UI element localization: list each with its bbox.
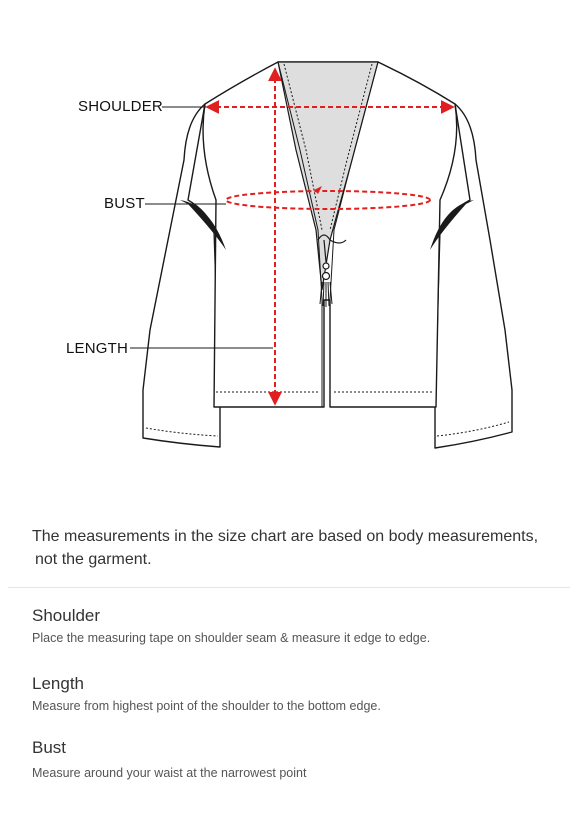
- measure-desc-shoulder: Place the measuring tape on shoulder seam & measure it edge to edge.: [32, 631, 431, 645]
- measure-title-shoulder: Shoulder: [32, 606, 101, 625]
- bust-callout: BUST: [104, 195, 145, 212]
- size-chart-note: [32, 525, 562, 571]
- measure-title-bust: Bust: [32, 738, 67, 757]
- shoulder-callout: SHOULDER: [78, 98, 163, 115]
- divider: [8, 587, 570, 588]
- length-callout: LENGTH: [66, 340, 129, 357]
- measure-desc-length: Measure from highest point of the shoulder to the bottom edge.: [32, 699, 381, 713]
- measure-desc-bust: Measure around your waist at the narrowest point: [32, 766, 307, 780]
- note-line-1: The measurements in the size chart are based on body measurements,: [32, 528, 539, 545]
- note-line-2: not the garment.: [35, 551, 152, 568]
- measure-title-length: Length: [32, 674, 84, 693]
